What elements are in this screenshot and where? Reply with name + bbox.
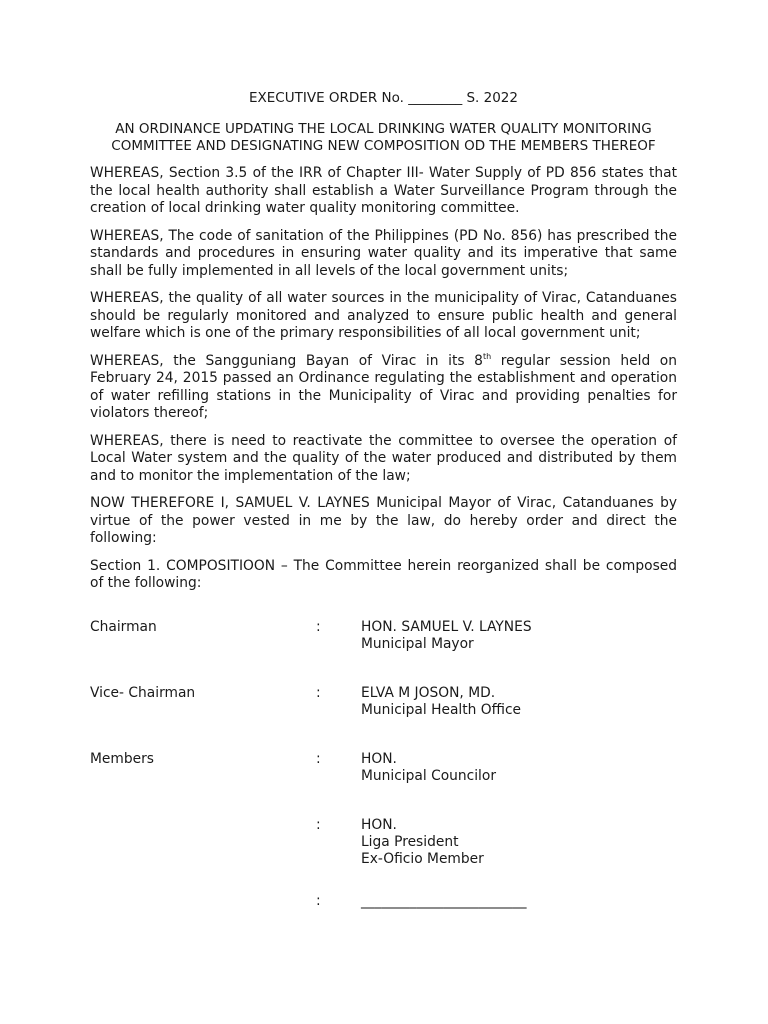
document-page <box>90 90 677 910</box>
member-name: HON. <box>361 750 397 767</box>
member-position-secondary: Ex-Oficio Member <box>361 850 484 867</box>
member-role <box>90 817 316 868</box>
committee-members-list <box>90 619 677 910</box>
whereas-paragraph-4 <box>90 353 677 423</box>
member-name: HON. <box>361 816 397 833</box>
member-colon: : <box>316 892 321 909</box>
whereas-paragraph-3: WHEREAS, the quality of all water sources in the municipality of Virac, Catanduanes should be regularly monitored and analyzed to ensure public health and general welfare which is one of the primary responsibilities of all local government unit; <box>90 290 677 341</box>
paragraph-4-end: regular session held on February 24, 2015 passed an Ordinance regulating the establishment and operation of water refilling stations in the Municipality of Virac and providing penalties for violators thereof; <box>90 352 677 421</box>
document-subtitle <box>90 121 677 155</box>
whereas-paragraph-5: WHEREAS, there is need to reactivate the committee to oversee the operation of Local Water system and the quality of the water produced and distributed by them and to monitor the implementation of the law; <box>90 432 677 484</box>
now-therefore-paragraph: NOW THEREFORE I, SAMUEL V. LAYNES Municipal Mayor of Virac, Catanduanes by virtue of the power vested in me by the law, do hereby order and direct the following: <box>90 495 677 546</box>
member-row-blank <box>90 893 677 910</box>
member-detail <box>361 817 677 868</box>
member-blank-line: ________________________ <box>361 892 527 909</box>
member-position: Municipal Mayor <box>361 635 474 652</box>
member-colon: : <box>316 618 321 635</box>
paragraph-4-start: WHEREAS, the Sangguniang Bayan of Virac in its 8 <box>90 352 483 369</box>
member-name: ELVA M JOSON, MD. <box>361 684 496 701</box>
whereas-paragraph-2: WHEREAS, The code of sanitation of the Philippines (PD No. 856) has prescribed the standards and procedures in ensuring water quality and its imperative that same shall be fully implemented in all levels of the local government units; <box>90 227 677 279</box>
member-colon: : <box>316 684 321 701</box>
subtitle-line-2: COMMITTEE AND DESIGNATING NEW COMPOSITION OD THE MEMBERS THEREOF <box>111 138 656 154</box>
member-row-vice-chairman <box>90 685 677 719</box>
member-position: Municipal Health Office <box>361 701 522 718</box>
member-role <box>90 893 316 910</box>
member-position: Municipal Councilor <box>361 767 497 784</box>
member-colon: : <box>316 750 321 767</box>
member-role: Members <box>90 750 154 767</box>
subtitle-line-1: AN ORDINANCE UPDATING THE LOCAL DRINKING WATER QUALITY MONITORING <box>115 121 652 137</box>
member-name: HON. SAMUEL V. LAYNES <box>361 618 532 635</box>
member-row-chairman <box>90 619 677 653</box>
member-detail <box>361 619 677 653</box>
member-role: Chairman <box>90 618 157 635</box>
member-colon: : <box>316 816 321 833</box>
document-title: EXECUTIVE ORDER No. ________ S. 2022 <box>248 90 518 106</box>
member-detail <box>361 685 677 719</box>
member-role: Vice- Chairman <box>90 684 196 701</box>
section-1-composition: Section 1. COMPOSITIOON – The Committee herein reorganized shall be composed of the following: <box>90 557 677 591</box>
member-row-liga-president <box>90 817 677 868</box>
member-detail <box>361 751 677 785</box>
member-position: Liga President <box>361 833 459 850</box>
whereas-paragraph-1: WHEREAS, Section 3.5 of the IRR of Chapter III- Water Supply of PD 856 states that the local health authority shall establish a Water Surveillance Program through the creation of local drinking water quality monitoring committee. <box>90 165 677 216</box>
ordinal-suffix: th <box>482 351 492 361</box>
member-row-councilor <box>90 751 677 785</box>
